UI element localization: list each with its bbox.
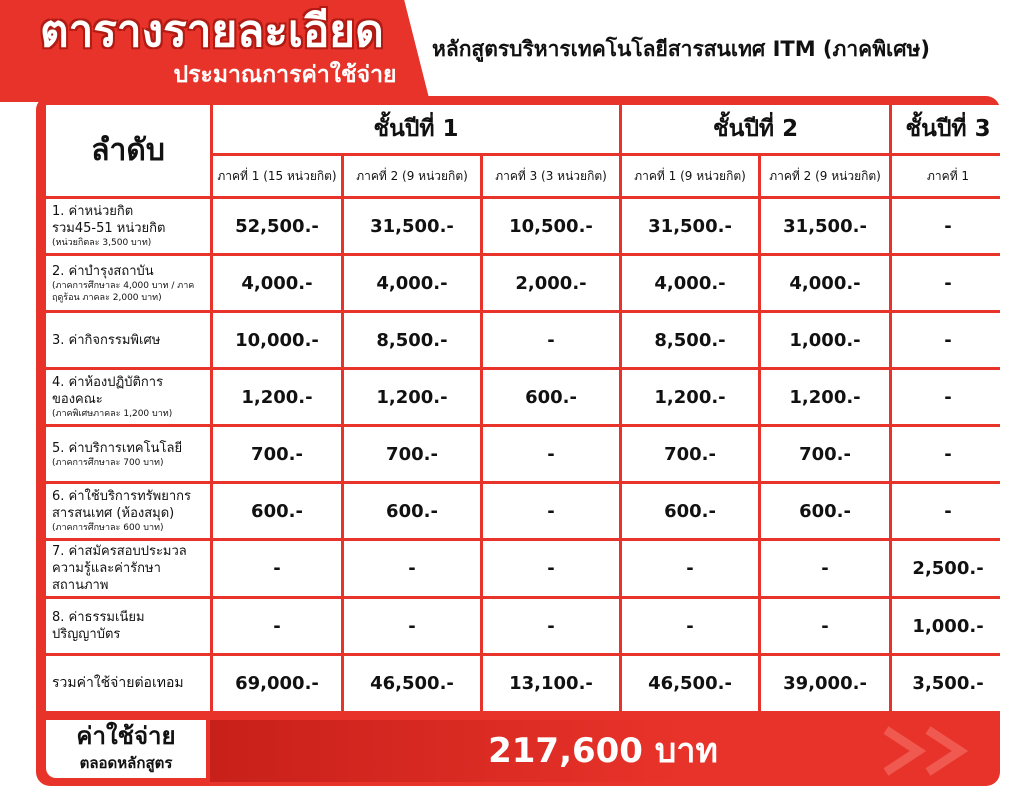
table-row — [46, 256, 1004, 310]
fee-cell: - — [892, 370, 1004, 424]
row-label — [46, 427, 210, 481]
fee-cell: 1,000.- — [892, 599, 1004, 653]
row-label — [46, 599, 210, 653]
row-label — [46, 313, 210, 367]
fee-cell: - — [483, 427, 619, 481]
fee-cell: 4,000.- — [344, 256, 480, 310]
fee-cell: 4,000.- — [213, 256, 341, 310]
fee-cell: 1,000.- — [761, 313, 889, 367]
fee-cell: 600.- — [213, 484, 341, 538]
row-label-text: 7. ค่าสมัครสอบประมวล — [52, 544, 187, 559]
order-header: ลำดับ — [46, 105, 210, 196]
fee-cell: 1,200.- — [344, 370, 480, 424]
fee-cell: 31,500.- — [761, 199, 889, 253]
year-1-header: ชั้นปีที่ 1 — [213, 105, 619, 153]
fee-cell: - — [483, 484, 619, 538]
fee-cell: - — [892, 313, 1004, 367]
fee-cell: - — [344, 599, 480, 653]
fee-cell: - — [892, 199, 1004, 253]
row-label — [46, 199, 210, 253]
table-row — [46, 370, 1004, 424]
program-total-label — [46, 720, 206, 778]
row-label-text: 3. ค่ากิจกรรมพิเศษ — [52, 332, 161, 348]
fee-cell: 700.- — [761, 427, 889, 481]
row-label-text: 8. ค่าธรรมเนียม — [52, 610, 145, 625]
row-note: (หน่วยกิตละ 3,500 บาท) — [52, 238, 152, 248]
program-total-label-line2: ตลอดหลักสูตร — [79, 754, 173, 772]
banner-subtitle: ประมาณการค่าใช้จ่าย — [173, 62, 397, 88]
semester-header: ภาคที่ 1 (15 หน่วยกิต) — [213, 156, 341, 196]
fee-cell: - — [213, 541, 341, 596]
program-total-bar — [210, 720, 996, 782]
total-per-term-label — [46, 656, 210, 711]
fee-cell: 600.- — [622, 484, 758, 538]
fee-cell: 600.- — [344, 484, 480, 538]
row-label — [46, 370, 210, 424]
total-cell: 46,500.- — [344, 656, 480, 711]
total-per-term-text: รวมค่าใช้จ่ายต่อเทอม — [52, 675, 184, 691]
fee-cell: 600.- — [761, 484, 889, 538]
fee-cell: - — [761, 541, 889, 596]
fee-cell: 700.- — [213, 427, 341, 481]
total-cell: 13,100.- — [483, 656, 619, 711]
fee-cell: - — [622, 599, 758, 653]
table-row — [46, 599, 1004, 653]
total-cell: 39,000.- — [761, 656, 889, 711]
fee-cell: - — [892, 256, 1004, 310]
row-note: (ภาคการศึกษาละ 4,000 บาท / ภาคฤดูร้อน ภาคละ 2,000 บาท) — [52, 280, 195, 303]
fee-cell: - — [761, 599, 889, 653]
fee-cell: 10,500.- — [483, 199, 619, 253]
fee-cell: - — [483, 541, 619, 596]
program-total-value: 217,600 บาท — [488, 731, 718, 771]
banner-title: ตารางรายละเอียด — [40, 6, 384, 57]
fee-cell: 4,000.- — [622, 256, 758, 310]
row-label-text: ของคณะ — [52, 392, 103, 407]
table-row — [46, 484, 1004, 538]
row-note: (ภาคพิเศษภาคละ 1,200 บาท) — [52, 409, 173, 419]
fee-cell: 700.- — [622, 427, 758, 481]
fee-cell: 700.- — [344, 427, 480, 481]
row-label-text: 2. ค่าบำรุงสถาบัน — [52, 263, 154, 279]
row-label — [46, 541, 210, 596]
row-label-text: 1. ค่าหน่วยกิต — [52, 204, 134, 219]
semester-header: ภาคที่ 2 (9 หน่วยกิต) — [344, 156, 480, 196]
fee-cell: - — [344, 541, 480, 596]
semester-header: ภาคที่ 3 (3 หน่วยกิต) — [483, 156, 619, 196]
row-label-text: 6. ค่าใช้บริการทรัพยากร — [52, 489, 191, 504]
fee-cell: 8,500.- — [344, 313, 480, 367]
row-label-text: 5. ค่าบริการเทคโนโลยี — [52, 440, 183, 456]
semester-header: ภาคที่ 1 — [892, 156, 1004, 196]
fee-cell: 4,000.- — [761, 256, 889, 310]
row-label-text: ความรู้และค่ารักษาสถานภาพ — [52, 561, 161, 593]
row-label-text: รวม45-51 หน่วยกิต — [52, 221, 166, 236]
table-row — [46, 313, 1004, 367]
total-per-term-row — [46, 656, 1004, 711]
fee-cell: - — [483, 313, 619, 367]
table-row — [46, 199, 1004, 253]
total-cell: 3,500.- — [892, 656, 1004, 711]
fee-cell: - — [622, 541, 758, 596]
fee-cell: 1,200.- — [761, 370, 889, 424]
total-cell: 46,500.- — [622, 656, 758, 711]
fee-cell: 31,500.- — [344, 199, 480, 253]
table-row — [46, 541, 1004, 596]
fee-cell: - — [892, 427, 1004, 481]
fee-table — [43, 102, 1007, 714]
year-2-header: ชั้นปีที่ 2 — [622, 105, 889, 153]
table-row — [46, 427, 1004, 481]
row-label — [46, 484, 210, 538]
fee-cell: - — [213, 599, 341, 653]
row-note: (ภาคการศึกษาละ 700 บาท) — [52, 457, 164, 468]
fee-cell: - — [483, 599, 619, 653]
semester-header: ภาคที่ 1 (9 หน่วยกิต) — [622, 156, 758, 196]
row-label — [46, 256, 210, 310]
fee-cell: 1,200.- — [213, 370, 341, 424]
fee-cell: 52,500.- — [213, 199, 341, 253]
fee-cell: 2,000.- — [483, 256, 619, 310]
program-total-label-line1: ค่าใช้จ่าย — [76, 722, 176, 750]
year-3-header: ชั้นปีที่ 3 — [892, 105, 1004, 153]
fee-cell: 2,500.- — [892, 541, 1004, 596]
row-label-text: 4. ค่าห้องปฏิบัติการ — [52, 375, 164, 390]
semester-header: ภาคที่ 2 (9 หน่วยกิต) — [761, 156, 889, 196]
row-note: (ภาคการศึกษาละ 600 บาท) — [52, 523, 164, 533]
fee-cell: 8,500.- — [622, 313, 758, 367]
fee-cell: 600.- — [483, 370, 619, 424]
page-title: หลักสูตรบริหารเทคโนโลยีสารสนเทศ ITM (ภาคพิเศษ) — [432, 37, 930, 61]
row-label-text: ปริญญาบัตร — [52, 627, 121, 642]
fee-cell: 31,500.- — [622, 199, 758, 253]
fee-cell: 10,000.- — [213, 313, 341, 367]
double-chevron-right-icon — [876, 724, 986, 778]
total-cell: 69,000.- — [213, 656, 341, 711]
fee-cell: 1,200.- — [622, 370, 758, 424]
row-label-text: สารสนเทศ (ห้องสมุด) — [52, 506, 175, 521]
fee-cell: - — [892, 484, 1004, 538]
